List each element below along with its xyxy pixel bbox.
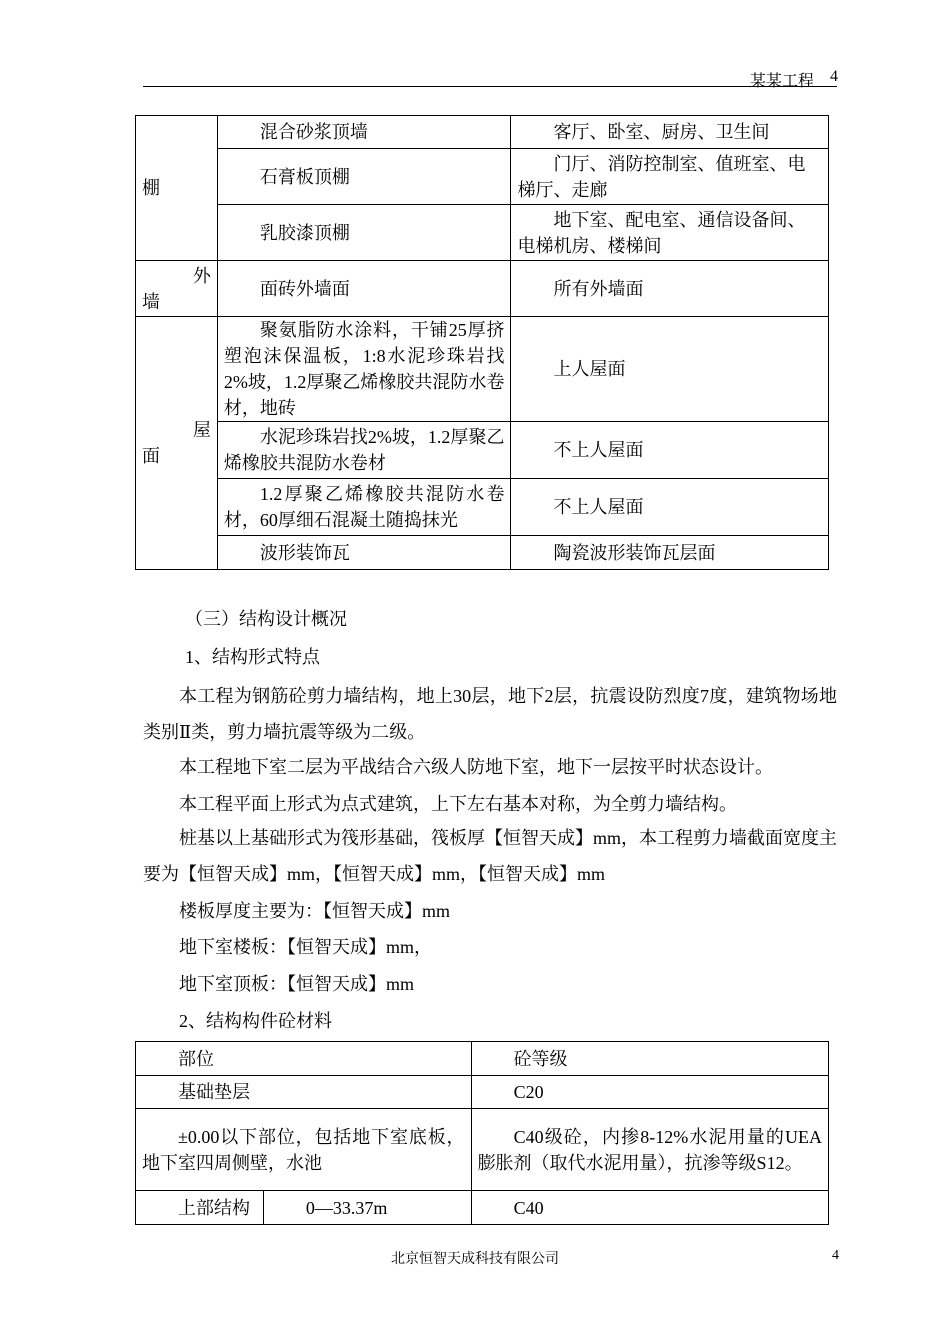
location-cell: 不上人屋面 (511, 479, 829, 536)
location-cell: 不上人屋面 (511, 422, 829, 479)
part-cell: 基础垫层 (136, 1076, 472, 1109)
category-cell (136, 317, 218, 570)
part-cell: ±0.00以下部位，包括地下室底板，地下室四周侧壁，水池 (136, 1109, 472, 1191)
finish-cell: 乳胶漆顶棚 (217, 205, 511, 261)
table-row (136, 317, 829, 422)
finish-cell: 水泥珍珠岩找2%坡，1.2厚聚乙烯橡胶共混防水卷材 (217, 422, 511, 479)
category-top: 外 (192, 265, 211, 286)
paragraph: 本工程为钢筋砼剪力墙结构，地上30层，地下2层，抗震设防烈度7度，建筑物场地类别Ⅱ类，剪力墙抗震等级为二级。 (143, 686, 837, 742)
grade-cell: C40级砼，内掺8-12%水泥用量的UEA膨胀剂（取代水泥用量），抗渗等级S12。 (471, 1109, 828, 1191)
concrete-table (135, 1041, 829, 1225)
finish-cell: 面砖外墙面 (217, 261, 511, 317)
table-row (136, 205, 829, 261)
paragraph: 本工程地下室二层为平战结合六级人防地下室，地下一层按平时状态设计。 (179, 757, 773, 777)
table-row (136, 149, 829, 205)
finish-cell: 石膏板顶棚 (217, 149, 511, 205)
finish-cell: 混合砂浆顶墙 (217, 116, 511, 149)
table-row (136, 1191, 829, 1225)
paragraph: 本工程平面上形式为点式建筑，上下左右基本对称，为全剪力墙结构。 (179, 794, 737, 814)
location-cell: 上人屋面 (511, 317, 829, 422)
finish-cell: 聚氨脂防水涂料，干铺25厚挤塑泡沫保温板，1:8水泥珍珠岩找2%坡，1.2厚聚乙烯橡胶共混防水卷材，地砖 (217, 317, 511, 422)
location-cell: 陶瓷波形装饰瓦层面 (511, 536, 829, 570)
header-page-number: 4 (830, 68, 838, 85)
paragraph: 地下室楼板：【恒智天成】mm， (179, 937, 433, 957)
grade-cell: C40 (471, 1191, 828, 1225)
section-heading: （三）结构设计概况 (185, 609, 347, 629)
category-top: 屋 (192, 420, 211, 440)
subsection-heading: 2、结构构件砼材料 (179, 1011, 332, 1031)
finish-cell: 波形装饰瓦 (217, 536, 511, 570)
finish-cell: 1.2厚聚乙烯橡胶共混防水卷材，60厚细石混凝土随捣抹光 (217, 479, 511, 536)
table-row (136, 1076, 829, 1109)
paragraph: 桩基以上基础形式为筏形基础，筏板厚【恒智天成】mm，本工程剪力墙截面宽度主要为【恒智天成】mm，【恒智天成】mm，【恒智天成】mm (143, 828, 837, 884)
category-bottom: 面 (142, 446, 160, 466)
paragraph: 楼板厚度主要为：【恒智天成】mm (179, 901, 451, 921)
header-rule (143, 86, 837, 87)
column-header-grade: 砼等级 (471, 1042, 828, 1076)
grade-cell: C20 (471, 1076, 828, 1109)
table-row (136, 1109, 829, 1191)
table-row (136, 261, 829, 317)
category-bottom: 墙 (142, 291, 160, 312)
paragraph: 地下室顶板：【恒智天成】mm (179, 974, 415, 994)
range-cell: 0—33.37m (263, 1191, 471, 1225)
part-cell: 上部结构 (136, 1191, 264, 1225)
category-cell: 棚 (136, 116, 218, 261)
location-cell: 客厅、卧室、厨房、卫生间 (511, 116, 829, 149)
footer-company: 北京恒智天成科技有限公司 (391, 1252, 559, 1267)
category-cell (136, 261, 218, 317)
footer-page-number: 4 (832, 1248, 839, 1263)
table-row (136, 116, 829, 149)
finish-table (135, 115, 829, 570)
subsection-heading: 1、结构形式特点 (185, 647, 320, 667)
column-header-part: 部位 (136, 1042, 472, 1076)
location-cell: 所有外墙面 (511, 261, 829, 317)
table-row (136, 479, 829, 536)
location-cell: 地下室、配电室、通信设备间、电梯机房、楼梯间 (511, 205, 829, 261)
table-row (136, 422, 829, 479)
header-title: 某某工程 (750, 73, 815, 90)
location-cell: 门厅、消防控制室、值班室、电梯厅、走廊 (511, 149, 829, 205)
table-row (136, 536, 829, 570)
table-header-row (136, 1042, 829, 1076)
